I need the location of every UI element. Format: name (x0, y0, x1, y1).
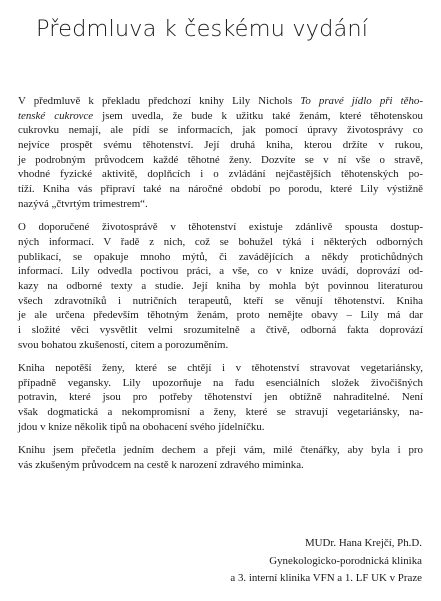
signature-institution: a 3. interní klinika VFN a 1. LF UK v Praze (230, 572, 422, 584)
paragraph (18, 220, 423, 352)
text-line: informací. Lily odvedla poctivou práci, a vše, co v knize uvádí, doprovází od- (18, 265, 423, 278)
page-title: Předmluva k českému vydání (36, 16, 369, 42)
text-line: nejvíce prospět svému těhotenství. Její druhá kniha, kterou držíte v rukou, (18, 138, 423, 151)
paragraph (18, 361, 423, 434)
text-line: cukrovku nemají, ale pídí se informacích, jak pomocí úpravy životosprávy co (18, 124, 423, 137)
text-line: Knihu jsem přečetla jedním dechem a přeji vám, milé čtenářky, aby byla i pro (18, 444, 423, 457)
paragraph (18, 443, 423, 472)
book-title-italic: tenské cukrovce (18, 109, 94, 122)
text-line: jdou v knize několik tipů na obohacení svého jídelníčku. (18, 420, 265, 433)
paragraph (18, 94, 423, 211)
text-line: případně vegansky. Lily upozorňuje na řadu esenciálních složek živočišných (18, 376, 423, 389)
signature-name: MUDr. Hana Krejčí, Ph.D. (304, 537, 422, 549)
text-line: i složité věci vysvětlit velmi srozumitelně a čtivě, odborná fakta doprovází (18, 323, 423, 336)
text-line: je ale určena především těhotným ženám, proto nemějte obavy – Lily má dar (18, 309, 423, 322)
text-line: tenské cukrovce jsem uvedla, že bude k užitku také ženám, které těhotenskou (18, 109, 423, 122)
text-line: všech zdravotníků i nutričních terapeutů, kteří se věnují těhotenství. Kniha (18, 294, 423, 307)
text-line: svou bohatou zkušeností, citem a porozuměním. (18, 338, 229, 351)
foreword-body (18, 94, 423, 482)
text-line: Kniha nepotěší ženy, které se chtějí i v těhotenství stravovat vegetariánsky, (18, 362, 423, 375)
signature-block (230, 535, 422, 588)
book-title-italic: To pravé jídlo při těho- (300, 95, 423, 107)
text-line: však dogmatická a nekompromisní a ženy, které se stravují vegetariánsky, na- (18, 406, 423, 419)
text-line: je podrobným průvodcem každé těhotné ženy. Dozvíte se v ní vše o stravě, (18, 153, 423, 166)
text-line: O doporučené životosprávě v těhotenství existuje zdánlivě spousta dostup- (18, 221, 423, 234)
text-line: vhodné fyzické aktivitě, doplňcích i o zvládání nejčastějších těhotenských po- (18, 168, 423, 181)
text-line: publikací, se opakuje mnoho mýtů, či zavádějících a někdy protichůdných (18, 250, 423, 263)
text-line: ných informací. V řadě z nich, což se bohužel týká i některých odborných (18, 235, 423, 248)
text-line: tíží. Kniha vás připraví také na náročné období po porodu, které Lily výstižně (18, 182, 423, 195)
text-line: kazy na odborné texty a studie. Její kniha by mohla být povinnou literaturou (18, 279, 423, 292)
text-line: nazývá „čtvrtým trimestrem“. (18, 197, 148, 210)
text-line: potravin, které jsou pro potřeby těhotenství jen obtížně nahraditelné. Není (18, 391, 423, 404)
signature-clinic: Gynekologicko-porodnická klinika (269, 554, 422, 567)
text-line: vás zkušeným průvodcem na cestě k narození zdravého miminka. (18, 459, 304, 472)
text-line: V předmluvě k překladu předchozí knihy Lily Nichols To pravé jídlo při těho- (18, 95, 423, 107)
